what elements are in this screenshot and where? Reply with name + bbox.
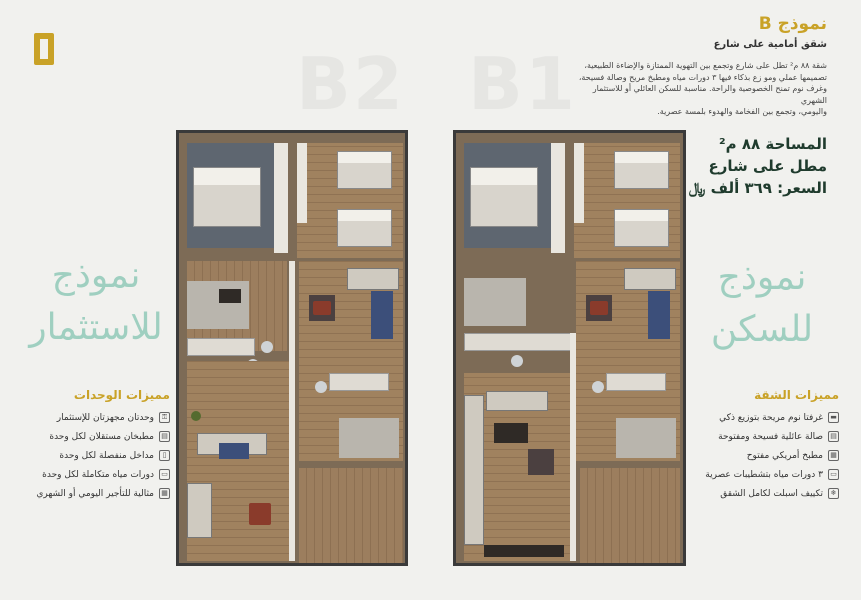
features-apartment-title: مميزات الشقة bbox=[754, 388, 839, 402]
residence-label-line2: للسكن bbox=[710, 309, 814, 350]
bed bbox=[470, 167, 538, 227]
counter bbox=[606, 373, 666, 391]
feature-item bbox=[689, 450, 839, 461]
feature-item bbox=[689, 431, 839, 442]
features-units bbox=[20, 388, 170, 507]
closet bbox=[574, 143, 584, 223]
feature-text: وحدتان مجهزتان للإستثمار bbox=[56, 412, 154, 423]
closet bbox=[297, 143, 307, 223]
counter bbox=[464, 333, 574, 351]
investment-label-line2: للاستثمار bbox=[29, 307, 163, 348]
sofa-cushion bbox=[219, 443, 249, 459]
investment-label bbox=[26, 250, 166, 354]
model-title: نموذج B bbox=[758, 14, 827, 34]
tv-unit bbox=[484, 545, 564, 557]
stove bbox=[219, 289, 241, 303]
plant bbox=[191, 411, 201, 421]
sofa bbox=[486, 391, 548, 411]
stool bbox=[592, 381, 604, 393]
model-description bbox=[567, 60, 827, 118]
bathroom bbox=[464, 278, 526, 326]
ac-icon: ❄ bbox=[828, 488, 839, 499]
description-line: واليومي، وتجمع بين الفخامة والهدوء بلمسة عصرية. bbox=[657, 107, 827, 116]
armchair bbox=[528, 449, 554, 475]
stool bbox=[315, 381, 327, 393]
sofa bbox=[464, 395, 484, 545]
feature-item bbox=[20, 431, 170, 442]
watermark-b2: B2 bbox=[296, 42, 405, 126]
bed bbox=[614, 151, 669, 189]
feature-item bbox=[20, 488, 170, 499]
key-icon: ⚿ bbox=[159, 412, 170, 423]
stool bbox=[261, 341, 273, 353]
bathroom bbox=[339, 418, 399, 458]
spec-area: المساحة ٨٨ م² bbox=[719, 135, 827, 153]
door-icon: ▯ bbox=[159, 450, 170, 461]
closet bbox=[274, 143, 288, 253]
feature-item bbox=[689, 488, 839, 499]
feature-item bbox=[20, 469, 170, 480]
sofa bbox=[624, 268, 676, 290]
header bbox=[567, 14, 827, 118]
feature-item bbox=[20, 450, 170, 461]
features-units-title: مميزات الوحدات bbox=[73, 388, 170, 402]
partition-wall bbox=[289, 261, 295, 561]
feature-text: صالة عائلية فسيحة ومفتوحة bbox=[718, 431, 823, 442]
sofa bbox=[187, 483, 212, 538]
counter bbox=[187, 338, 255, 356]
description-line: تصميمها عملي ومو زع بذكاء فيها ٣ دورات مياه ومطبخ مريح وصالة فسيحة، bbox=[578, 72, 827, 82]
chair bbox=[249, 503, 271, 525]
chair bbox=[590, 301, 608, 315]
floor-plan-b2 bbox=[176, 130, 408, 566]
feature-text: تكييف اسبلت لكامل الشقق bbox=[720, 488, 823, 499]
spec-price: السعر: ٣٦٩ ألف ﷼ bbox=[688, 179, 827, 197]
kitchen-icon: ▦ bbox=[828, 450, 839, 461]
kitchen-icon: ▤ bbox=[159, 431, 170, 442]
partition-wall bbox=[570, 333, 576, 561]
entrance bbox=[299, 468, 403, 563]
bath-icon: ▭ bbox=[828, 469, 839, 480]
feature-text: غرفتا نوم مريحة بتوزيع ذكي bbox=[719, 412, 823, 423]
model-subtitle: شقق أمامية على شارع bbox=[713, 39, 827, 50]
sofa-blue bbox=[371, 291, 393, 339]
feature-text: دورات مياه متكاملة لكل وحدة bbox=[42, 469, 154, 480]
feature-item bbox=[689, 412, 839, 423]
feature-text: ٣ دورات مياه بتشطيبات عصرية bbox=[705, 469, 823, 480]
feature-item bbox=[689, 469, 839, 480]
chair bbox=[313, 301, 331, 315]
residence-label bbox=[697, 252, 827, 356]
bed bbox=[193, 167, 261, 227]
coffee-table bbox=[494, 423, 528, 443]
counter bbox=[329, 373, 389, 391]
entrance bbox=[580, 468, 680, 563]
bed-icon: ▬ bbox=[828, 412, 839, 423]
feature-text: مداخل منفصلة لكل وحدة bbox=[59, 450, 154, 461]
bed bbox=[614, 209, 669, 247]
feature-text: مثالية للتأجير اليومي أو الشهري bbox=[36, 488, 154, 499]
bathroom bbox=[616, 418, 676, 458]
calendar-icon: ▦ bbox=[159, 488, 170, 499]
spec-street: مطل على شارع bbox=[708, 157, 827, 175]
description-line: شقة ٨٨ م² تطل على شارع وتجمع بين التهوية الممتازة والإضاءة الطبيعية، bbox=[584, 61, 827, 70]
features-apartment bbox=[689, 388, 839, 507]
residence-label-line1: نموذج bbox=[717, 257, 807, 298]
feature-text: مطبخ أمريكي مفتوح bbox=[746, 450, 823, 461]
bed bbox=[337, 151, 392, 189]
brand-logo bbox=[34, 33, 54, 65]
bed bbox=[337, 209, 392, 247]
sofa-icon: ▤ bbox=[828, 431, 839, 442]
investment-label-line1: نموذج bbox=[51, 255, 141, 296]
description-line: وغرف نوم تمنح الخصوصية والراحة. مناسبة للسكن العائلي أو للاستثمار الشهري bbox=[592, 84, 827, 105]
feature-item bbox=[20, 412, 170, 423]
sofa-blue bbox=[648, 291, 670, 339]
closet bbox=[551, 143, 565, 253]
feature-text: مطبخان مستقلان لكل وحدة bbox=[49, 431, 154, 442]
bath-icon: ▭ bbox=[159, 469, 170, 480]
floor-plan-b1 bbox=[453, 130, 686, 566]
stool bbox=[511, 355, 523, 367]
sofa bbox=[347, 268, 399, 290]
watermark-b1: B1 bbox=[468, 42, 577, 126]
